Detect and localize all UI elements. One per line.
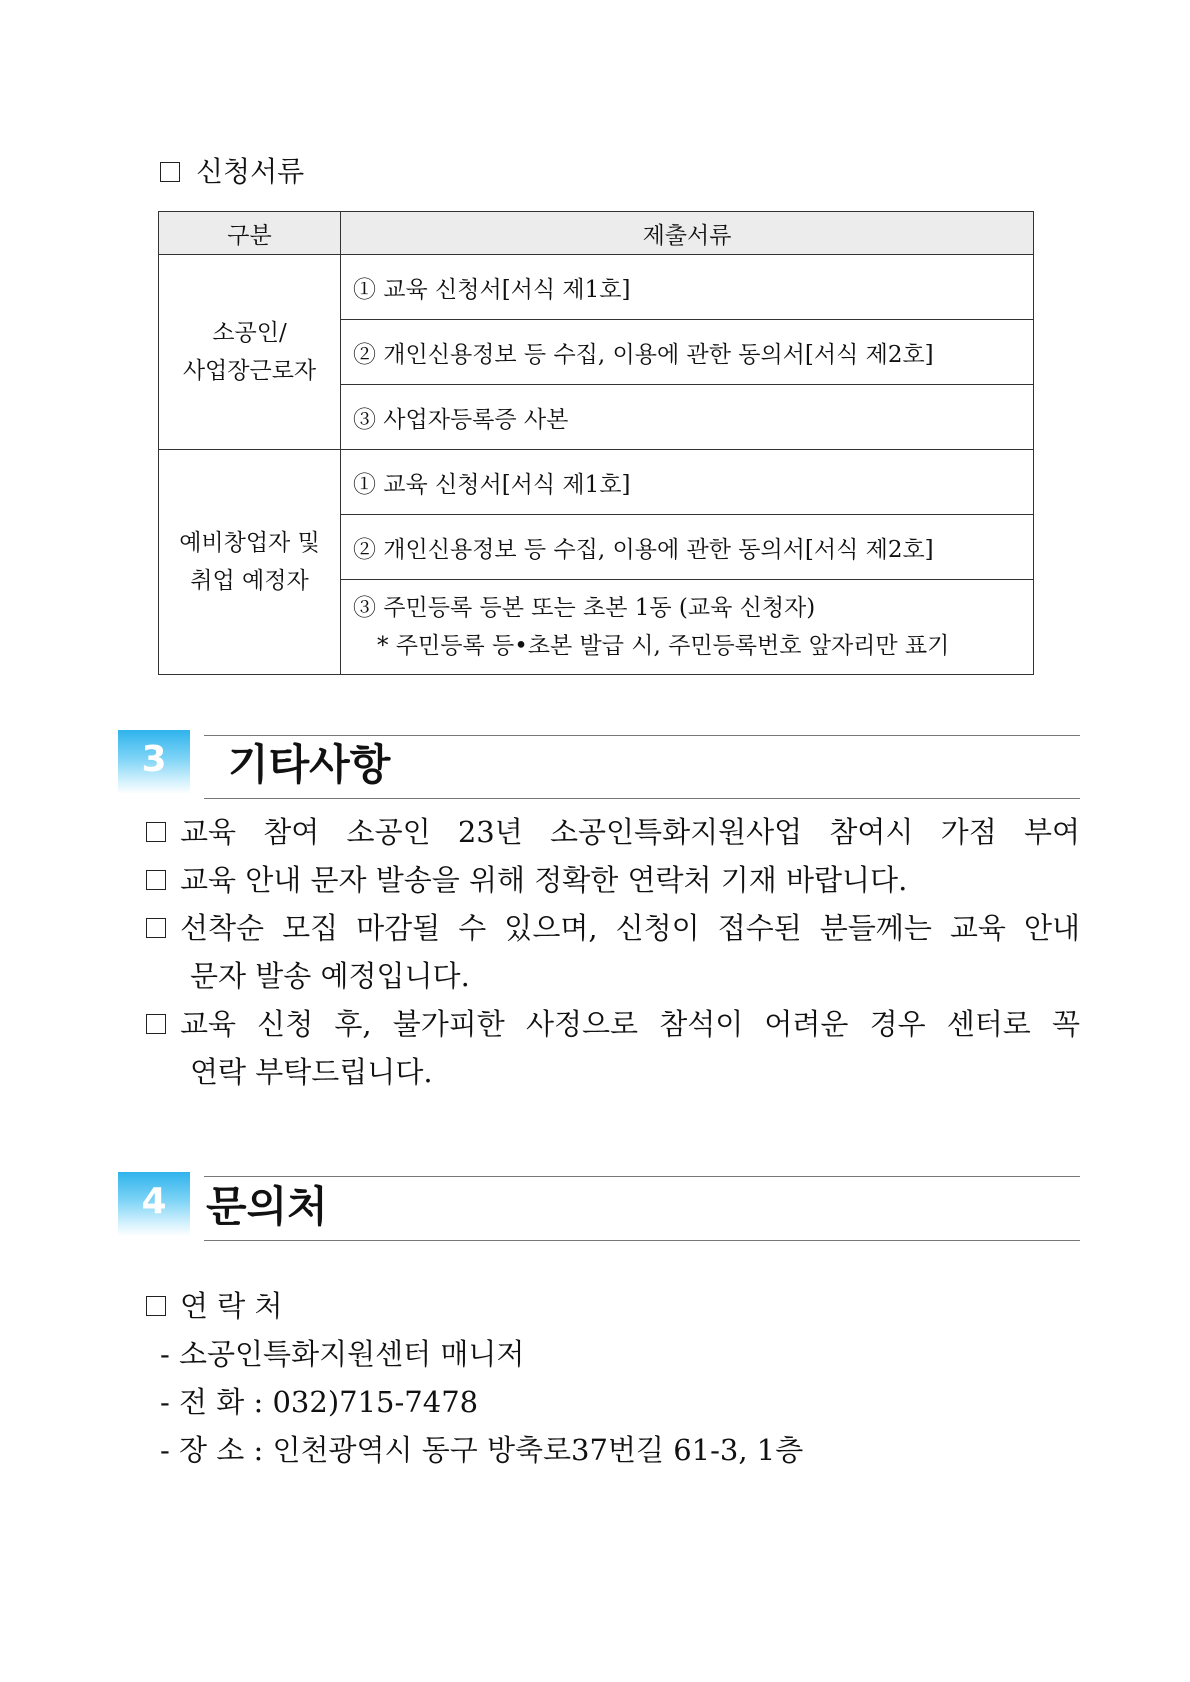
checkbox-square-icon xyxy=(146,870,166,890)
category-cell: 예비창업자 및 취업 예정자 xyxy=(159,450,341,675)
header-documents: 제출서류 xyxy=(341,212,1034,255)
document-cell: ② 개인신용정보 등 수집, 이용에 관한 동의서[서식 제2호] xyxy=(341,320,1034,385)
checkbox-square-icon xyxy=(146,1296,166,1316)
document-cell: ② 개인신용정보 등 수집, 이용에 관한 동의서[서식 제2호] xyxy=(341,515,1034,580)
section-rule-bottom xyxy=(204,1240,1080,1241)
header-category: 구분 xyxy=(159,212,341,255)
section-title: 문의처 xyxy=(206,1182,328,1231)
document-cell: ③ 사업자등록증 사본 xyxy=(341,385,1034,450)
checkbox-square-icon xyxy=(146,918,166,938)
section-rule-top xyxy=(204,1176,1080,1177)
checkbox-square-icon xyxy=(146,822,166,842)
list-item: 교육 안내 문자 발송을 위해 정확한 연락처 기재 바랍니다. xyxy=(146,856,1080,904)
document-cell: ① 교육 신청서[서식 제1호] xyxy=(341,255,1034,320)
checkbox-square-icon xyxy=(146,1014,166,1034)
section-rule-bottom xyxy=(204,798,1080,799)
contact-phone: - 전 화 : 032)715-7478 xyxy=(160,1385,479,1419)
list-item: 교육 참여 소공인 23년 소공인특화지원사업 참여시 가점 부여 xyxy=(146,808,1080,856)
section-number-badge: 4 xyxy=(118,1172,190,1236)
section-rule-top xyxy=(204,735,1080,736)
section-title: 기타사항 xyxy=(228,740,391,789)
documents-table xyxy=(158,211,1034,675)
contact-manager: - 소공인특화지원센터 매니저 xyxy=(160,1337,525,1371)
list-item-continuation: 연락 부탁드립니다. xyxy=(190,1055,433,1089)
category-cell: 소공인/ 사업장근로자 xyxy=(159,255,341,450)
contact-address: - 장 소 : 인천광역시 동구 방축로37번길 61-3, 1층 xyxy=(160,1433,804,1467)
contact-heading: 연 락 처 xyxy=(146,1282,1080,1330)
footnote: * 주민등록 등•초본 발급 시, 주민등록번호 앞자리만 표기 xyxy=(377,633,950,659)
document-cell: ① 교육 신청서[서식 제1호] xyxy=(341,450,1034,515)
checkbox-square-icon xyxy=(160,162,180,182)
table-header-row xyxy=(159,212,1034,255)
docs-heading: 신청서류 xyxy=(160,152,304,192)
section-number-badge: 3 xyxy=(118,730,190,794)
list-item: 선착순 모집 마감될 수 있으며, 신청이 접수된 분들께는 교육 안내 xyxy=(146,904,1080,952)
list-item: 교육 신청 후, 불가피한 사정으로 참석이 어려운 경우 센터로 꼭 xyxy=(146,1000,1080,1048)
table-row xyxy=(159,450,1034,515)
table-row xyxy=(159,255,1034,320)
list-item-continuation: 문자 발송 예정입니다. xyxy=(190,959,470,993)
document-cell: ③ 주민등록 등본 또는 초본 1동 (교육 신청자) * 주민등록 등•초본 발급 시, 주민등록번호 앞자리만 표기 xyxy=(341,580,1034,675)
